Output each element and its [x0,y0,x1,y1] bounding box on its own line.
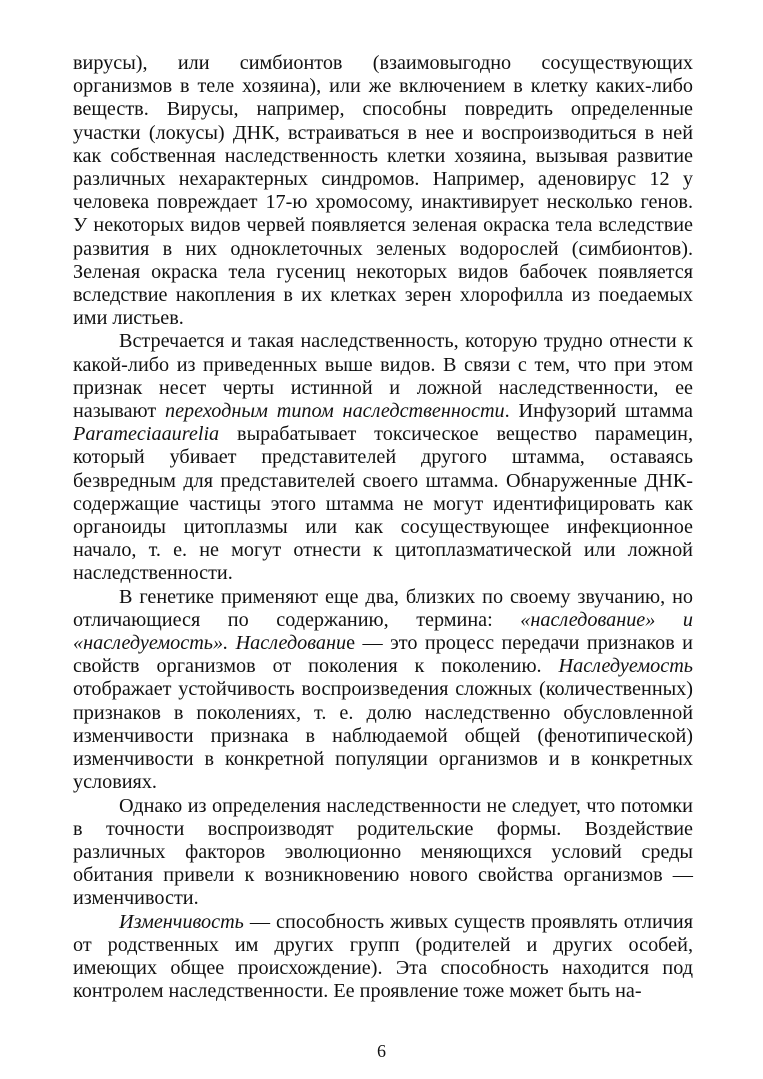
p3-text-2: е — это процесс передачи признаков и свойств организмов от поколения к поколению. [73,632,693,678]
p2-text-3: вырабатывает токсическое вещество парамецин, который убивает представителей другого штамма, оставаясь безвредным для представителей своего штамма. Обнаруженные ДНК-содержащие частицы этого штамма не могут идентифицировать как органоиды цитоплазмы или как сосуществующее инфекционное начало, т. е. не могут отнести к цитоплазматической или ложной наследственности. [73,423,693,585]
p1-text: вирусы), или симбионтов (взаимовыгодно сосуществующих организмов в теле хозяина), или же включением в клетку каких-либо веществ. Вирусы, например, способны повредить определенные участки (локусы) ДНК, встраиваться в нее и воспроизводиться в ней как собственная наследственность клетки хозяина, вызывая развитие различных нехарактерных синдромов. Например, аденовирус 12 у человека повреждает 17-ю хромосому, инактивирует несколько генов. У некоторых видов червей появляется зеленая окраска тела вследствие развития в них одноклеточных зеленых водорослей (симбионтов). Зеленая окраска тела гусениц некоторых видов бабочек появляется вследствие накопления в их клетках зерен хлорофилла из поедаемых ими листьев. [73,52,693,330]
p2-species-name: Parameciaaurelia [73,423,220,446]
p5-term-variability: Изменчивость [119,910,244,933]
paragraph-4 [73,795,693,911]
p3-text-3: отображает устойчивость воспроизведения сложных (количественных) признаков в поколениях, т. е. долю наследственно обусловленной изменчивости признака в наблюдаемой общей (фенотипической) изменчивости в конкретной популяции организмов и в конкретных условиях. [73,678,693,794]
p2-term-transitional-heredity: переходным типом наследственности [165,400,505,423]
page-number: 6 [377,1041,386,1061]
p3-term-heritability: Наследуемость [558,655,693,678]
p3-text-1: В генетике применяют еще два, близких по своему звучанию, но отличающиеся по содержанию, термина: [73,585,693,631]
paragraph-3 [73,586,693,795]
paragraph-1 [73,52,693,330]
page-body [73,52,693,1003]
p2-text-2: . Инфузорий штамма [504,400,693,423]
p4-text: Однако из определения наследственности не следует, что потомки в точности воспроизводят родительские формы. Воздействие различных факторов эволюционно меняющихся условий среды обитания привели к возникновению нового свойства организмов — изменчивости. [73,794,693,910]
p5-text: — способность живых существ проявлять отличия от родственных им других групп (родителей и других особей, имеющих общее происхождение). Эта способность находится под контролем наследственности. Ее проявление тоже может быть на- [73,910,693,1003]
paragraph-2 [73,330,693,585]
p3-terms: «наследование» и «наследуемость». Наследовани [73,608,693,655]
p2-text-1: Встречается и такая наследственность, которую трудно отнести к какой-либо из приведенных выше видов. В связи с тем, что при этом признак несет черты истинной и ложной наследственности, ее называют [73,330,693,423]
paragraph-5 [73,911,693,1004]
